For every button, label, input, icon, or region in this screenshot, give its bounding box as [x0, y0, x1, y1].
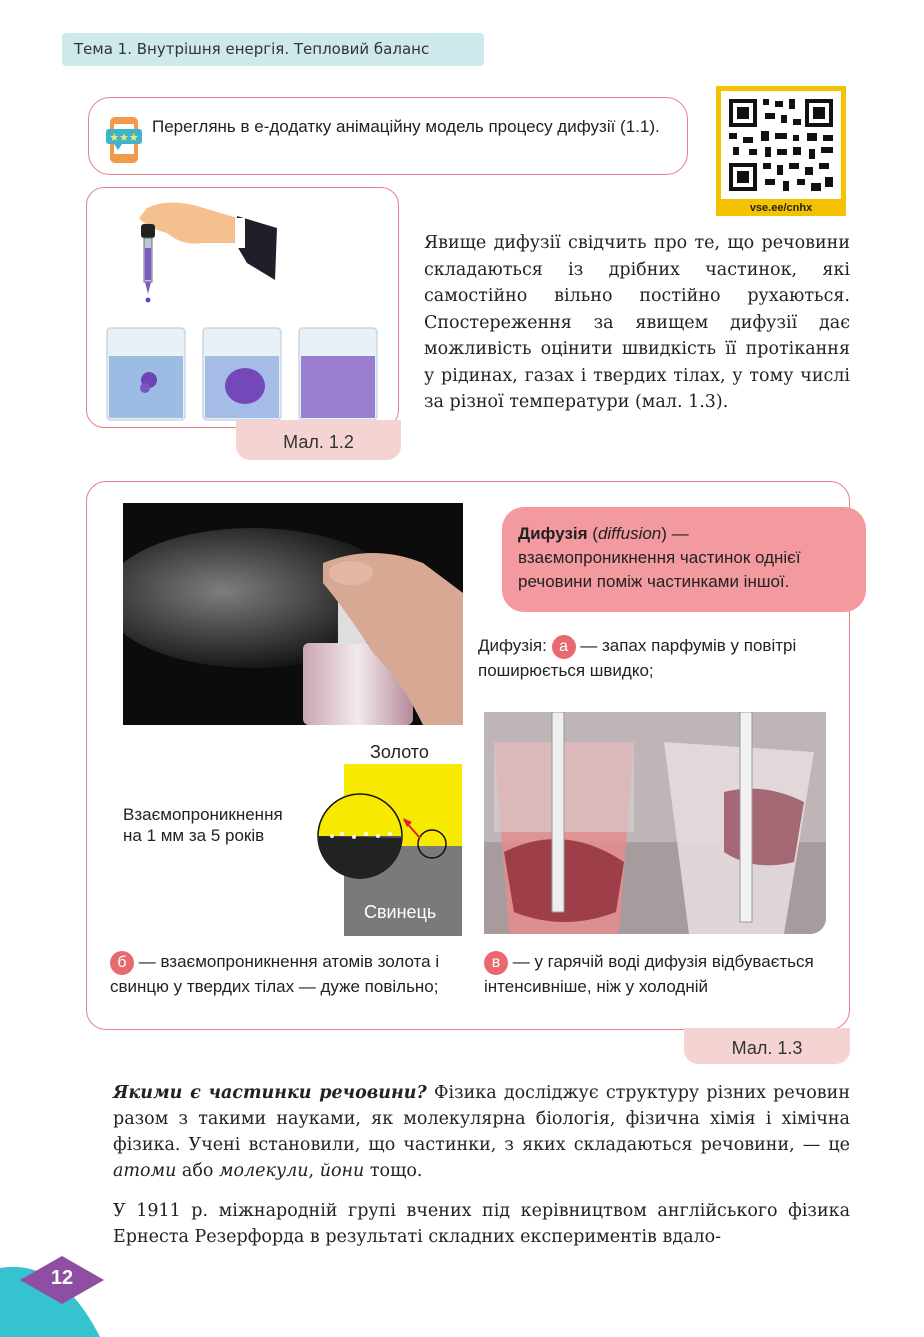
svg-text:★★★: ★★★ — [109, 131, 139, 144]
term-molecules: молекули — [218, 1161, 309, 1181]
definition-text: Дифузія (diffusion) — взаємопроникнення частинок однієї речовини поміж частинками іншої. — [518, 524, 801, 591]
e-app-text: Переглянь в е-додатку анімаційну модель процесу дифузії (1.1). — [152, 117, 660, 136]
topic-header: Тема 1. Внутрішня енергія. Тепловий баланс — [62, 33, 484, 66]
badge-b: б — [110, 951, 134, 975]
interpenetration-label — [123, 804, 283, 846]
qr-caption[interactable]: vse.ee/cnhx — [749, 202, 813, 214]
paragraph2-text-3: , — [308, 1161, 320, 1181]
badge-a: а — [552, 635, 576, 659]
caption-a — [478, 634, 830, 683]
definition-english: diffusion — [597, 524, 662, 543]
caption-b — [110, 950, 466, 999]
gold-lead-diagram — [120, 738, 470, 938]
paragraph-rutherford: У 1911 р. міжнародній групі вчених під керівництвом англійського фізика Ернеста Резерфорда в результаті складних експериментів вдало- — [113, 1201, 850, 1247]
caption-b-text: — взаємопроникнення атомів золота і свинцю у твердих тілах — дуже повільно; — [110, 952, 440, 996]
paragraph2-text-1: Фізика досліджує структуру різних речовин разом з такими науками, як молекулярна біологія, фізична хімія і хімічна фізика. Учені встановили, що частинки, з яких складаються речовини, — це — [113, 1083, 850, 1155]
term-atoms: атоми — [113, 1161, 177, 1181]
phone-stars-icon — [104, 115, 144, 165]
qr-code[interactable] — [716, 86, 846, 216]
caption-a-prefix: Дифузія: — [478, 636, 552, 655]
perfume-photo — [123, 503, 463, 725]
hot-cold-water-photo — [484, 712, 826, 934]
figure-1-3-caption: Мал. 1.3 — [684, 1028, 850, 1064]
paragraph2-text-2: або — [176, 1161, 219, 1181]
caption-a-text: — запах парфумів у повітрі поширюється швидко; — [478, 636, 797, 680]
term-ions: йони — [319, 1161, 365, 1181]
lead-label: Свинець — [364, 902, 437, 922]
figure-1-2 — [86, 187, 399, 428]
pipette-beakers-illustration — [87, 188, 397, 426]
definition-term: Дифузія — [518, 524, 588, 543]
qr-pattern-icon — [721, 91, 841, 199]
question-heading: Якими є частинки речовини? — [113, 1083, 427, 1103]
figure-1-2-caption: Мал. 1.2 — [236, 420, 401, 460]
definition-rest: — взаємопроникнення частинок однієї речовини поміж частинками іншої. — [518, 524, 801, 591]
gold-label: Золото — [370, 742, 429, 762]
paragraph2-text-4: тощо. — [364, 1161, 423, 1181]
paragraph-particles — [113, 1080, 850, 1184]
page-number: 12 — [50, 1267, 74, 1289]
paragraph-diffusion-intro: Явище дифузії свідчить про те, що речовини складаються із дрібних частинок, які самостійно вільно постійно рухаються. Спостереження за явищем дифузії дає можливість оцінити швидкість її протікання у рідинах, газах і твердих тілах, у тому числі за різної температури (мал. 1.3). — [424, 233, 850, 412]
interpenetration-line-2: на 1 мм за 5 років — [123, 826, 265, 845]
caption-v — [484, 950, 828, 999]
caption-v-text: — у гарячій воді дифузія відбувається інтенсивніше, ніж у холодній — [484, 952, 814, 996]
interpenetration-line-1: Взаємопроникнення — [123, 805, 283, 824]
badge-v: в — [484, 951, 508, 975]
